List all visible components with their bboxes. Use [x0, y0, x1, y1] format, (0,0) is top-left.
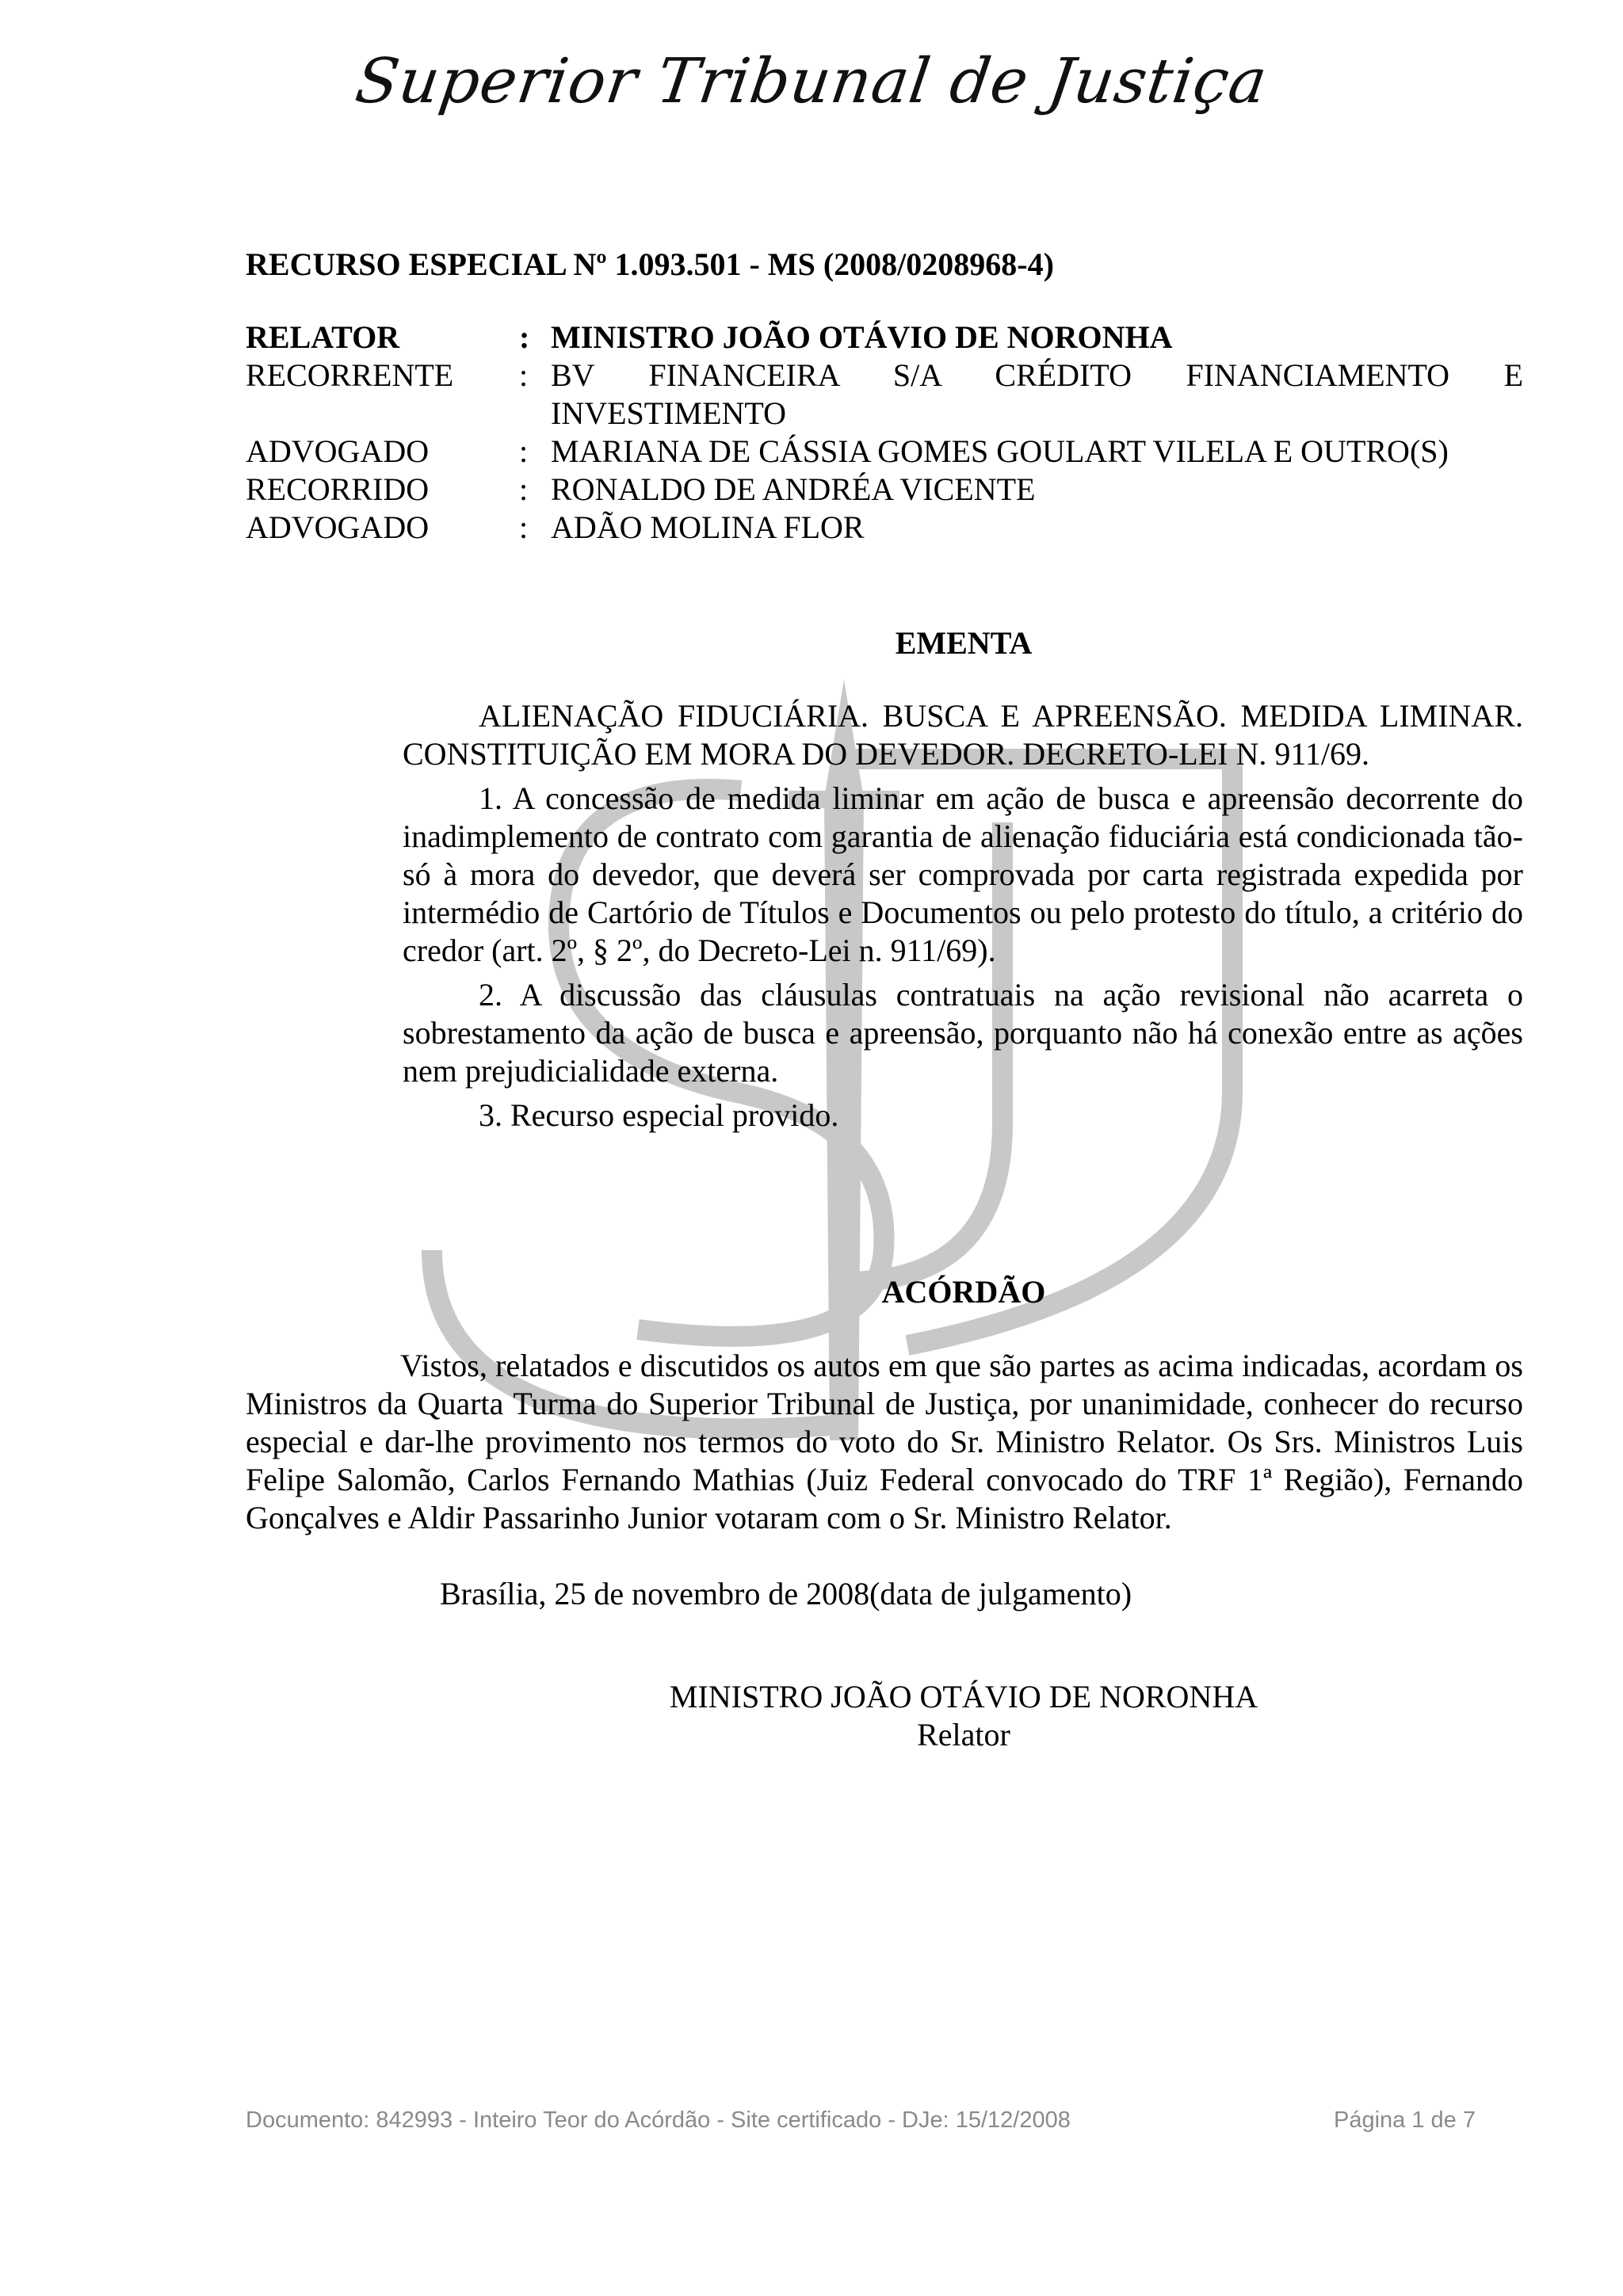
page-footer [246, 2107, 1476, 2134]
ementa-heading: EMENTA [895, 625, 1033, 661]
footer-document-info: Documento: 842993 - Inteiro Teor do Acórdão - Site certificado - DJe: 15/12/2008 [246, 2107, 1071, 2133]
ementa-body [403, 697, 1523, 1141]
acordao-text: Vistos, relatados e discutidos os autos em que são partes as acima indicadas, acordam os Ministros da Quarta Turma do Superior Tribunal de Justiça, por unanimidade, conhecer do recurso especial e dar-lhe provimento nos termos do voto do Sr. Ministro Relator. Os Srs. Ministros Luis Felipe Salomão, Carlos Fernando Mathias (Juiz Federal convocado do TRF 1ª Região), Fernando Gonçalves e Aldir Passarinho Junior votaram com o Sr. Ministro Relator. [246, 1348, 1523, 1535]
party-role: ADVOGADO [246, 509, 430, 545]
party-value: MINISTRO JOÃO OTÁVIO DE NORONHA [551, 319, 1173, 355]
party-value: ADÃO MOLINA FLOR [551, 509, 865, 545]
party-colon: : [519, 319, 530, 355]
party-role: RECORRIDO [246, 471, 430, 507]
party-colon: : [519, 471, 529, 507]
ementa-item: 3. Recurso especial provido. [479, 1097, 839, 1133]
parties-table [246, 318, 1523, 547]
document-body [246, 246, 1523, 1753]
party-colon: : [519, 433, 529, 469]
party-row [246, 471, 1523, 509]
party-value: BV FINANCEIRA S/A CRÉDITO FINANCIAMENTO E INVESTIMENTO [551, 357, 1523, 431]
signature-block [246, 1678, 1523, 1754]
acordao-body [246, 1347, 1523, 1537]
ementa-summary: ALIENAÇÃO FIDUCIÁRIA. BUSCA E APREENSÃO. MEDIDA LIMINAR. CONSTITUIÇÃO EM MORA DO DEVEDOR. DECRETO-LEI N. 911/69. [403, 698, 1523, 772]
ementa-item: 1. A concessão de medida liminar em ação de busca e apreensão decorrente do inadimplemento de contrato com garantia de alienação fiduciária está condicionada tão-só à mora do devedor, que deverá ser comprovada por carta registrada expedida por intermédio de Cartório de Títulos e Documentos ou pelo protesto do título, a critério do credor (art. 2º, § 2º, do Decreto-Lei n. 911/69). [403, 780, 1523, 968]
court-header: Superior Tribunal de Justiça [351, 46, 1272, 117]
party-colon: : [519, 509, 529, 545]
ementa-item: 2. A discussão das cláusulas contratuais na ação revisional não acarreta o sobrestamento da ação de busca e apreensão, porquanto não há conexão entre as ações nem prejudicialidade externa. [403, 977, 1523, 1089]
footer-page-number: Página 1 de 7 [1334, 2107, 1476, 2133]
party-value: RONALDO DE ANDRÉA VICENTE [551, 471, 1036, 507]
party-row [246, 318, 1523, 357]
party-role: ADVOGADO [246, 433, 430, 469]
judgment-date: Brasília, 25 de novembro de 2008(data de julgamento) [440, 1576, 1132, 1611]
party-row [246, 509, 1523, 547]
party-row [246, 433, 1523, 471]
party-role: RELATOR [246, 319, 400, 355]
acordao-heading: ACÓRDÃO [881, 1274, 1046, 1310]
signature-name: MINISTRO JOÃO OTÁVIO DE NORONHA [669, 1679, 1258, 1714]
party-value: MARIANA DE CÁSSIA GOMES GOULART VILELA E OUTRO(S) [551, 433, 1449, 469]
party-row [246, 357, 1523, 433]
party-colon: : [519, 357, 529, 393]
process-title: RECURSO ESPECIAL Nº 1.093.501 - MS (2008/0208968-4) [246, 246, 1054, 282]
party-role: RECORRENTE [246, 357, 454, 393]
signature-title: Relator [917, 1717, 1010, 1753]
